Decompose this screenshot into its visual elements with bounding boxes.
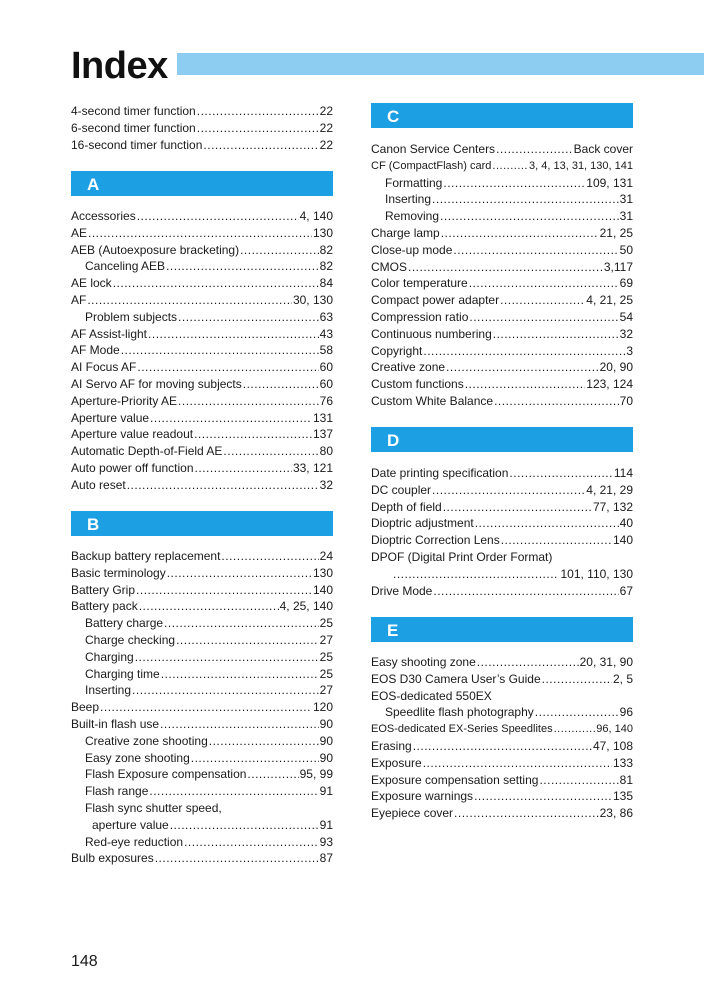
index-entry-label: Erasing	[371, 738, 412, 753]
index-entry	[371, 158, 633, 175]
index-entry-pages: 91	[319, 784, 333, 799]
index-entry	[371, 549, 633, 566]
dot-leader	[440, 208, 619, 225]
index-entry-label: Aperture value	[71, 410, 150, 425]
index-entry	[371, 393, 633, 410]
section-header-d: D	[371, 427, 633, 452]
index-entry-label: CF (CompactFlash) card	[371, 159, 492, 172]
index-entry-label: Charge checking	[85, 632, 176, 647]
index-entry	[371, 343, 633, 360]
dot-leader	[166, 258, 319, 275]
dot-leader	[223, 443, 318, 460]
index-entry-label: CMOS	[371, 259, 407, 274]
dot-leader	[149, 783, 318, 800]
index-entry-pages: 123, 124	[586, 377, 633, 392]
dot-leader	[150, 410, 312, 427]
dot-leader	[469, 309, 618, 326]
index-entry-pages: 25	[319, 616, 333, 631]
index-entry-pages: 93	[319, 834, 333, 849]
index-entry	[71, 103, 333, 120]
index-entry-label: DPOF (Digital Print Order Format)	[371, 549, 553, 564]
index-entry	[71, 548, 333, 565]
index-entry-pages: 91	[319, 817, 333, 832]
index-entry	[71, 393, 333, 410]
index-entry-pages: 25	[319, 649, 333, 664]
index-entry-pages: 96	[619, 705, 633, 720]
index-entry-pages: 114	[613, 466, 633, 480]
section-b-entries	[71, 548, 333, 867]
index-entry-pages: Back cover	[573, 142, 633, 156]
index-entry-pages: 67	[619, 583, 633, 598]
index-entry-label: Flash Exposure compensation	[85, 767, 247, 782]
dot-leader	[194, 426, 312, 443]
index-entry	[371, 191, 633, 208]
index-entry	[371, 755, 633, 772]
index-entry-pages: 4, 21, 25	[586, 293, 633, 308]
index-entry-pages: 140	[612, 533, 633, 548]
index-entry	[371, 805, 633, 822]
index-entry-label: Problem subjects	[85, 309, 178, 324]
index-entry	[371, 654, 633, 671]
index-entry-pages: 133	[612, 755, 633, 770]
index-entry-pages: 82	[319, 242, 333, 257]
index-entry	[71, 460, 333, 477]
dot-leader	[413, 738, 592, 755]
dot-leader	[178, 393, 319, 410]
index-entry-label: Removing	[385, 209, 440, 224]
dot-leader	[197, 120, 319, 137]
dot-leader	[155, 850, 319, 867]
index-entry-pages: 131	[312, 410, 333, 425]
index-entry-label: 16-second timer function	[71, 137, 203, 152]
index-entry	[371, 292, 633, 309]
index-entry-label: EOS D30 Camera User’s Guide	[371, 671, 541, 686]
index-entry-pages: 20, 90	[599, 360, 633, 375]
index-entry-pages: 4, 21, 29	[586, 482, 633, 497]
index-entry-label: Backup battery replacement	[71, 549, 221, 563]
index-entry-label: AF Assist-light	[71, 326, 148, 341]
section-header-a: A	[71, 171, 333, 196]
index-entry-pages: 70	[619, 393, 633, 408]
index-entry	[71, 443, 333, 460]
index-entry	[71, 666, 333, 683]
dot-leader	[136, 582, 312, 599]
index-entry	[71, 565, 333, 582]
index-entry-pages: 69	[619, 276, 633, 291]
index-entry-label: AF Mode	[71, 343, 120, 358]
index-entry-label: Formatting	[385, 175, 443, 190]
index-entry-label: DC coupler	[371, 482, 432, 497]
index-entry-label: 4-second timer function	[71, 104, 196, 118]
index-entry-pages: 90	[319, 750, 333, 765]
index-entry-pages: 87	[319, 851, 333, 866]
index-entry-label: Easy shooting zone	[371, 655, 476, 669]
index-entry-pages: 130	[312, 565, 333, 580]
index-entry-pages: 4, 140	[299, 209, 333, 223]
index-entry	[371, 259, 633, 276]
index-entry-label: Auto reset	[71, 477, 126, 492]
index-entry	[371, 515, 633, 532]
index-entry-pages: 21, 25	[599, 225, 633, 240]
index-entry-label: Battery Grip	[71, 582, 136, 597]
dot-leader	[496, 141, 573, 158]
index-entry	[371, 688, 633, 705]
index-entry-pages: 90	[319, 733, 333, 748]
index-entry	[71, 477, 333, 494]
index-entry	[71, 850, 333, 867]
index-entry	[371, 225, 633, 242]
dot-leader	[100, 699, 312, 716]
dot-leader	[443, 175, 585, 192]
index-entry-pages: 32	[619, 326, 633, 341]
dot-leader	[494, 393, 619, 410]
dot-leader	[139, 598, 279, 615]
index-entry-label: Basic terminology	[71, 565, 166, 580]
index-entry-label: Aperture value readout	[71, 427, 194, 442]
index-entry-pages: 47, 108	[592, 738, 633, 753]
index-entry-label: Creative zone shooting	[85, 733, 208, 748]
dot-leader	[221, 548, 318, 565]
index-entry-label: Exposure	[371, 755, 422, 770]
index-entry-label: Aperture-Priority AE	[71, 393, 178, 408]
index-entry	[371, 309, 633, 326]
index-entry-label: Flash range	[85, 784, 149, 799]
index-entry-label: Dioptric Correction Lens	[371, 533, 500, 548]
index-entry-label: Bulb exposures	[71, 851, 154, 866]
index-entry-label: Depth of field	[371, 499, 442, 514]
index-entry	[371, 326, 633, 343]
index-entry	[371, 566, 633, 583]
index-entry	[371, 772, 633, 789]
index-entry	[71, 410, 333, 427]
dot-leader	[465, 376, 586, 393]
index-entry	[371, 671, 633, 688]
index-entry	[371, 465, 633, 482]
dot-leader	[432, 482, 585, 499]
dot-leader	[453, 242, 618, 259]
index-entry-pages: 27	[319, 632, 333, 647]
index-entry-label: AEB (Autoexposure bracketing)	[71, 242, 240, 257]
index-entry	[371, 788, 633, 805]
dot-leader	[432, 191, 619, 208]
dot-leader	[191, 750, 319, 767]
index-entry-label: Auto power off function	[71, 460, 194, 475]
dot-leader	[88, 225, 312, 242]
index-entry-pages: 96, 140	[596, 723, 633, 736]
dot-leader	[469, 275, 619, 292]
dot-leader	[443, 499, 592, 516]
dot-leader	[209, 733, 319, 750]
index-entry-label: Built-in flash use	[71, 716, 160, 731]
dot-leader	[408, 259, 603, 276]
index-entry-pages: 84	[319, 276, 333, 291]
index-entry	[71, 275, 333, 292]
index-entry-label: Close-up mode	[371, 242, 453, 257]
index-entry-pages: 130	[312, 225, 333, 240]
dot-leader	[542, 671, 612, 688]
dot-leader	[509, 465, 612, 482]
index-entry-label: Copyright	[371, 343, 423, 358]
index-entry-pages: 60	[319, 376, 333, 391]
dot-leader	[539, 772, 618, 789]
index-entry-pages: 22	[319, 104, 333, 118]
dot-leader	[446, 359, 599, 376]
index-entry-label: AF	[71, 292, 87, 307]
index-entry-pages: 137	[312, 427, 333, 442]
index-entry-pages: 22	[319, 137, 333, 152]
index-entry	[71, 733, 333, 750]
index-entry	[71, 649, 333, 666]
index-entry-pages: 109, 131	[586, 175, 633, 190]
index-entry-label: Drive Mode	[371, 583, 433, 598]
index-entry-label: EOS-dedicated 550EX	[371, 688, 492, 703]
index-entry-label: Charge lamp	[371, 225, 440, 240]
index-entry-pages: 24	[319, 549, 333, 563]
index-entry	[71, 342, 333, 359]
index-entry-pages: 63	[319, 309, 333, 324]
dot-leader	[176, 632, 319, 649]
dot-leader	[500, 292, 585, 309]
index-entry-pages: 30, 130	[292, 292, 333, 307]
index-entry-pages: 76	[319, 393, 333, 408]
section-header-b: B	[71, 511, 333, 536]
index-entry-pages: 31	[619, 209, 633, 224]
index-entry-label: AE lock	[71, 276, 112, 291]
index-entry	[71, 242, 333, 259]
index-entry-label: Accessories	[71, 209, 136, 223]
index-entry-label: EOS-dedicated EX-Series Speedlites	[371, 723, 553, 736]
index-entry-pages: 50	[619, 242, 633, 257]
section-header-e: E	[371, 617, 633, 642]
index-entry	[71, 208, 333, 225]
index-entry-label: Compact power adapter	[371, 293, 500, 308]
dot-leader	[393, 566, 559, 583]
index-entry	[71, 582, 333, 599]
index-entry-pages: 77, 132	[592, 499, 633, 514]
index-entry-label: Battery pack	[71, 599, 138, 614]
index-entry	[71, 632, 333, 649]
index-entry-label: Eyepiece cover	[371, 806, 454, 821]
index-entry-label: Inserting	[85, 683, 132, 698]
index-entry	[71, 426, 333, 443]
index-entry-label: Battery charge	[85, 616, 164, 631]
index-entry-pages: 3, 4, 13, 31, 130, 141	[529, 159, 633, 172]
index-entry-pages: 43	[319, 326, 333, 341]
index-entry-label: AE	[71, 225, 88, 240]
page-title: Index	[71, 45, 168, 87]
index-entry-label: Canon Service Centers	[371, 142, 496, 156]
title-accent-bar	[177, 53, 704, 75]
index-entry	[371, 532, 633, 549]
index-entry	[371, 482, 633, 499]
dot-leader	[137, 208, 299, 225]
index-entry-label: Flash sync shutter speed,	[85, 800, 222, 815]
dot-leader	[148, 326, 319, 343]
section-header-c: C	[371, 103, 633, 128]
index-entry-pages: 82	[319, 259, 333, 274]
dot-leader	[164, 615, 319, 632]
dot-leader	[87, 292, 292, 309]
section-e-entries	[371, 654, 633, 822]
index-entry-label: Date printing specification	[371, 466, 509, 480]
index-entry	[71, 699, 333, 716]
dot-leader	[454, 805, 599, 822]
index-entry	[71, 598, 333, 615]
dot-leader	[433, 583, 618, 600]
dot-leader	[423, 755, 612, 772]
index-entry	[371, 141, 633, 158]
index-entry-pages: 58	[319, 343, 333, 358]
section-c-entries	[371, 141, 633, 410]
dot-leader	[197, 103, 319, 120]
index-entry	[71, 292, 333, 309]
dot-leader	[475, 515, 619, 532]
index-entry	[71, 800, 333, 817]
index-entry-pages: 3,117	[603, 259, 633, 274]
index-entry-pages: 90	[319, 716, 333, 731]
dot-leader	[137, 359, 318, 376]
dot-leader	[184, 834, 319, 851]
index-entry	[371, 376, 633, 393]
index-entry	[371, 275, 633, 292]
index-entry-pages: 31	[619, 192, 633, 207]
index-entry-label: aperture value	[92, 817, 169, 832]
index-entry-pages: 3	[626, 343, 633, 358]
index-entry-label: Automatic Depth-of-Field AE	[71, 444, 223, 459]
index-entry-label: Continuous numbering	[371, 326, 492, 341]
dot-leader	[160, 716, 319, 733]
index-entry-pages: 27	[319, 683, 333, 698]
index-entry-label: Custom White Balance	[371, 393, 494, 408]
dot-leader	[203, 137, 318, 154]
index-entry	[371, 499, 633, 516]
intro-entries	[71, 103, 333, 153]
dot-leader	[121, 342, 319, 359]
index-entry-pages: 33, 121	[292, 460, 333, 475]
index-entry-pages: 2, 5	[612, 671, 633, 686]
index-entry	[371, 704, 633, 721]
dot-leader	[170, 817, 319, 834]
index-entry	[71, 359, 333, 376]
index-entry-pages: 22	[319, 120, 333, 135]
index-entry-pages: 40	[619, 516, 633, 531]
dot-leader	[535, 704, 619, 721]
index-entry	[71, 817, 333, 834]
page-number: 148	[71, 953, 98, 970]
index-entry-pages: 25	[319, 666, 333, 681]
index-entry	[71, 326, 333, 343]
index-entry	[371, 175, 633, 192]
index-entry-pages: 4, 25, 140	[279, 599, 333, 614]
dot-leader	[195, 460, 292, 477]
section-a-entries	[71, 208, 333, 494]
index-entry-pages: 20, 31, 90	[579, 655, 633, 669]
dot-leader	[178, 309, 319, 326]
index-entry-pages: 101, 110, 130	[560, 566, 633, 581]
dot-leader	[161, 666, 319, 683]
index-entry	[71, 834, 333, 851]
index-entry-label: Inserting	[385, 192, 432, 207]
index-entry-pages: 95, 99	[299, 767, 333, 782]
index-entry	[71, 120, 333, 137]
index-entry	[71, 376, 333, 393]
index-entry-pages: 80	[319, 444, 333, 459]
dot-leader	[243, 376, 319, 393]
index-entry-pages: 54	[619, 309, 633, 324]
index-entry-pages: 135	[612, 789, 633, 804]
dot-leader	[113, 275, 319, 292]
index-entry-label: Compression ratio	[371, 309, 469, 324]
index-entry	[371, 738, 633, 755]
dot-leader	[127, 477, 319, 494]
dot-leader	[240, 242, 319, 259]
index-entry-label: Custom functions	[371, 377, 464, 392]
section-d-entries	[371, 465, 633, 599]
index-entry	[371, 208, 633, 225]
index-entry	[71, 682, 333, 699]
index-entry	[71, 783, 333, 800]
index-entry	[71, 225, 333, 242]
index-entry	[371, 583, 633, 600]
dot-leader	[167, 565, 312, 582]
dot-leader	[554, 721, 596, 738]
index-entry	[71, 750, 333, 767]
dot-leader	[441, 225, 599, 242]
index-entry	[71, 309, 333, 326]
dot-leader	[477, 654, 579, 671]
dot-leader	[423, 343, 625, 360]
index-entry-pages: 140	[312, 582, 333, 597]
index-entry	[71, 258, 333, 275]
index-entry-label: Color temperature	[371, 276, 468, 291]
dot-leader	[247, 766, 298, 783]
index-entry-label: Creative zone	[371, 360, 446, 375]
index-entry-pages: 120	[312, 700, 333, 715]
index-entry-label: Exposure compensation setting	[371, 772, 539, 787]
index-entry-label: AI Focus AF	[71, 360, 137, 375]
dot-leader	[493, 326, 619, 343]
index-entry-label: Dioptric adjustment	[371, 516, 474, 531]
index-entry-label: Speedlite flash photography	[385, 705, 534, 720]
dot-leader	[132, 682, 319, 699]
index-entry-label: Exposure warnings	[371, 789, 474, 804]
dot-leader	[492, 158, 528, 175]
dot-leader	[135, 649, 319, 666]
index-entry-label: Beep	[71, 700, 100, 715]
index-entry-label: Charging time	[85, 666, 160, 681]
index-entry-pages: 60	[319, 360, 333, 375]
index-entry-pages: 81	[619, 772, 633, 787]
index-entry	[71, 615, 333, 632]
index-entry	[371, 721, 633, 738]
index-entry-label: Charging	[85, 649, 134, 664]
index-entry	[371, 359, 633, 376]
index-entry-label: Canceling AEB	[85, 259, 166, 274]
index-entry-pages: 23, 86	[599, 806, 633, 821]
index-entry-label: AI Servo AF for moving subjects	[71, 376, 242, 391]
index-entry-label: Easy zone shooting	[85, 750, 190, 765]
index-entry	[71, 137, 333, 154]
index-entry	[371, 242, 633, 259]
index-entry-label: 6-second timer function	[71, 120, 196, 135]
index-entry-label: Red-eye reduction	[85, 834, 184, 849]
dot-leader	[501, 532, 612, 549]
index-entry	[71, 716, 333, 733]
dot-leader	[474, 788, 612, 805]
index-entry-pages: 32	[319, 477, 333, 492]
index-entry	[71, 766, 333, 783]
